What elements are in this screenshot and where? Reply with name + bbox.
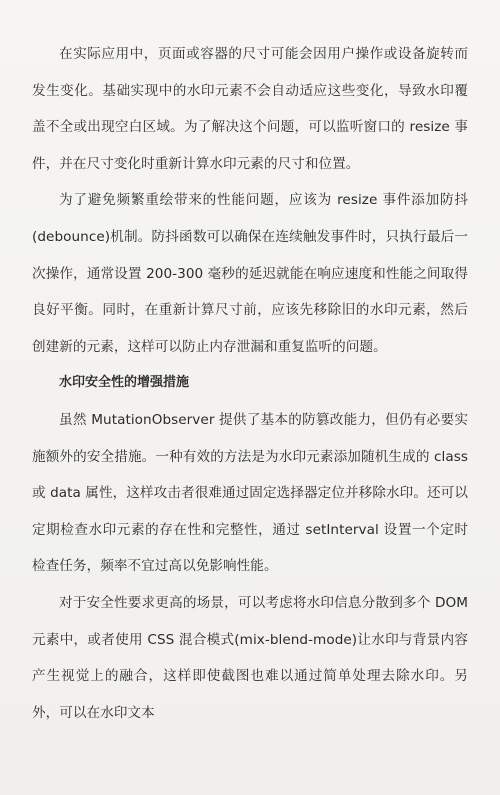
section-heading: 水印安全性的增强措施 [59, 375, 190, 391]
paragraph-security: 虽然 MutationObserver 提供了基本的防篡改能力，但仍有必要实施额外的安全措施。一种有效的方法是为水印元素添加随机生成的 class 或 data 属性，这样攻击者很难通过固定选择器定位并移除水印。还可以定期检查水印元素的存在性和完整性，通过 setInterval 设置一个定时检查任务，频率不宜过高以免影响性能。 [32, 411, 468, 575]
paragraph-advanced-security: 对于安全性要求更高的场景，可以考虑将水印信息分散到多个 DOM 元素中，或者使用 CSS 混合模式(mix-blend-mode)让水印与背景内容产生视觉上的融合，这样即使截图也难以通过简单处理去除水印。另外，可以在水印文本 [32, 594, 468, 721]
paragraph-debounce: 为了避免频繁重绘带来的性能问题，应该为 resize 事件添加防抖(debounce)机制。防抖函数可以确保在连续触发事件时，只执行最后一次操作，通常设置 200-300 毫秒的延迟就能在响应速度和性能之间取得良好平衡。同时，在重新计算尺寸前，应该先移除旧的水印元素，然后创建新的元素，这样可以防止内存泄漏和重复监听的问题。 [32, 192, 468, 355]
paragraph-resize: 在实际应用中，页面或容器的尺寸可能会因用户操作或设备旋转而发生变化。基础实现中的水印元素不会自动适应这些变化，导致水印覆盖不全或出现空白区域。为了解决这个问题，可以监听窗口的 resize 事件，并在尺寸变化时重新计算水印元素的尺寸和位置。 [32, 46, 468, 172]
